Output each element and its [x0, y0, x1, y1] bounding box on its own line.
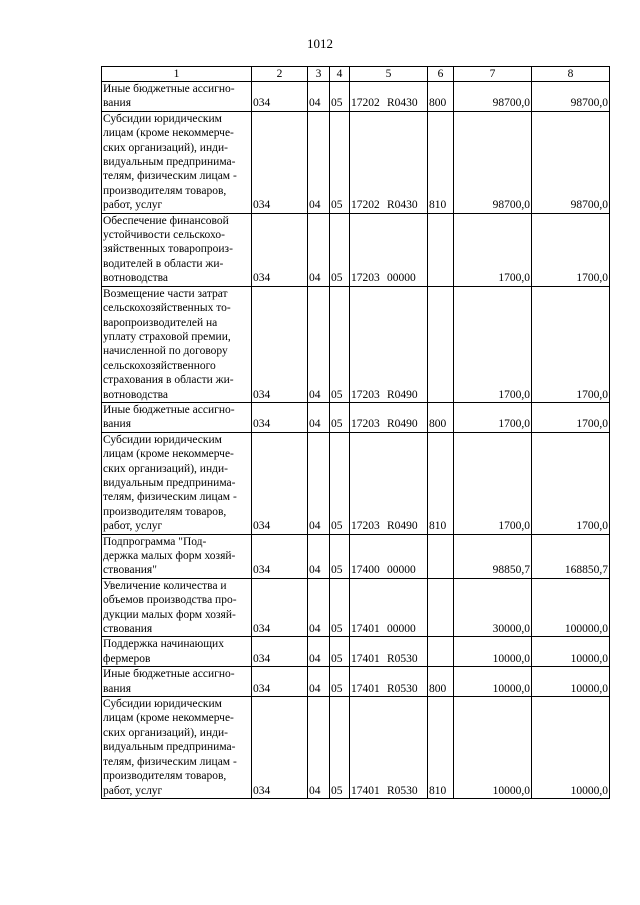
- row-description: Поддержка начинающих фермеров: [102, 637, 252, 667]
- target-article-direction: R0490: [387, 418, 418, 431]
- table-row: [102, 402, 610, 432]
- row-description: Подпрограмма "Под- держка малых форм хозяй- ствования": [102, 534, 252, 578]
- target-article-program: 17400: [351, 564, 380, 577]
- row-description: Субсидии юридическим лицам (кроме некоммерче- ских организаций), инди- видуальным предпринима- телям, физическим лицам - производителям товаров, работ, услуг: [102, 697, 252, 799]
- subsection-code: 05: [330, 286, 350, 402]
- expense-type-code: [428, 534, 454, 578]
- header-cell: 6: [428, 67, 454, 82]
- amount-col7: 98850,7: [454, 534, 532, 578]
- ministry-code: 034: [252, 402, 308, 432]
- section-code: 04: [308, 667, 330, 697]
- section-code: 04: [308, 578, 330, 637]
- target-article-code: [350, 213, 428, 286]
- target-article-direction: R0530: [387, 784, 418, 797]
- amount-col7: 10000,0: [454, 667, 532, 697]
- ministry-code: 034: [252, 213, 308, 286]
- row-description: Иные бюджетные ассигно- вания: [102, 667, 252, 697]
- subsection-code: 05: [330, 578, 350, 637]
- subsection-code: 05: [330, 534, 350, 578]
- subsection-code: 05: [330, 82, 350, 112]
- target-article-direction: 00000: [387, 272, 416, 285]
- expense-type-code: [428, 213, 454, 286]
- target-article-code: [350, 286, 428, 402]
- amount-col8: 98700,0: [532, 111, 610, 213]
- section-code: 04: [308, 637, 330, 667]
- subsection-code: 05: [330, 213, 350, 286]
- budget-table: [101, 66, 610, 799]
- subsection-code: 05: [330, 111, 350, 213]
- ministry-code: 034: [252, 111, 308, 213]
- table-row: [102, 637, 610, 667]
- amount-col7: 1700,0: [454, 213, 532, 286]
- target-article-direction: R0490: [387, 520, 418, 533]
- target-article-program: 17203: [351, 520, 380, 533]
- target-article-direction: 00000: [387, 623, 416, 636]
- amount-col8: 1700,0: [532, 402, 610, 432]
- expense-type-code: [428, 637, 454, 667]
- row-description: Иные бюджетные ассигно- вания: [102, 82, 252, 112]
- table-row: [102, 213, 610, 286]
- target-article-code: [350, 534, 428, 578]
- target-article-code: [350, 697, 428, 799]
- amount-col7: 1700,0: [454, 286, 532, 402]
- header-cell: 7: [454, 67, 532, 82]
- section-code: 04: [308, 534, 330, 578]
- amount-col8: 98700,0: [532, 82, 610, 112]
- section-code: 04: [308, 286, 330, 402]
- row-description: Возмещение части затрат сельскохозяйственных то- варопроизводителей на уплату страховой премии, начисленной по договору сельскохозяйственного страхования в области жи- вотноводства: [102, 286, 252, 402]
- expense-type-code: 800: [428, 667, 454, 697]
- header-cell: 3: [308, 67, 330, 82]
- amount-col8: 1700,0: [532, 213, 610, 286]
- section-code: 04: [308, 111, 330, 213]
- section-code: 04: [308, 82, 330, 112]
- header-cell: 2: [252, 67, 308, 82]
- amount-col7: 1700,0: [454, 432, 532, 534]
- ministry-code: 034: [252, 697, 308, 799]
- expense-type-code: 810: [428, 432, 454, 534]
- amount-col7: 1700,0: [454, 402, 532, 432]
- expense-type-code: 800: [428, 402, 454, 432]
- target-article-code: [350, 82, 428, 112]
- row-description: Субсидии юридическим лицам (кроме некоммерче- ских организаций), инди- видуальным предпринима- телям, физическим лицам - производителям товаров, работ, услуг: [102, 432, 252, 534]
- target-article-program: 17401: [351, 682, 380, 695]
- target-article-program: 17202: [351, 97, 380, 110]
- amount-col8: 1700,0: [532, 432, 610, 534]
- header-cell: 8: [532, 67, 610, 82]
- ministry-code: 034: [252, 432, 308, 534]
- amount-col7: 10000,0: [454, 637, 532, 667]
- ministry-code: 034: [252, 534, 308, 578]
- ministry-code: 034: [252, 578, 308, 637]
- expense-type-code: 810: [428, 111, 454, 213]
- amount-col8: 10000,0: [532, 697, 610, 799]
- section-code: 04: [308, 213, 330, 286]
- table-row: [102, 82, 610, 112]
- amount-col8: 10000,0: [532, 667, 610, 697]
- target-article-program: 17203: [351, 388, 380, 401]
- subsection-code: 05: [330, 637, 350, 667]
- table-row: [102, 111, 610, 213]
- page-number: 1012: [307, 36, 333, 51]
- amount-col7: 98700,0: [454, 111, 532, 213]
- table-row: [102, 697, 610, 799]
- table-row: [102, 667, 610, 697]
- table-row: [102, 432, 610, 534]
- target-article-direction: R0530: [387, 652, 418, 665]
- row-description: Обеспечение финансовой устойчивости сельскохо- зяйственных товаропроиз- водителей в области жи- вотноводства: [102, 213, 252, 286]
- target-article-program: 17401: [351, 623, 380, 636]
- expense-type-code: [428, 578, 454, 637]
- target-article-direction: R0490: [387, 388, 418, 401]
- target-article-program: 17401: [351, 652, 380, 665]
- section-code: 04: [308, 697, 330, 799]
- amount-col7: 98700,0: [454, 82, 532, 112]
- target-article-program: 17202: [351, 199, 380, 212]
- amount-col7: 30000,0: [454, 578, 532, 637]
- target-article-program: 17203: [351, 418, 380, 431]
- subsection-code: 05: [330, 697, 350, 799]
- subsection-code: 05: [330, 667, 350, 697]
- table-row: [102, 286, 610, 402]
- row-description: Иные бюджетные ассигно- вания: [102, 402, 252, 432]
- header-cell: 1: [102, 67, 252, 82]
- target-article-program: 17203: [351, 272, 380, 285]
- table-row: [102, 534, 610, 578]
- expense-type-code: [428, 286, 454, 402]
- expense-type-code: 810: [428, 697, 454, 799]
- ministry-code: 034: [252, 286, 308, 402]
- expense-type-code: 800: [428, 82, 454, 112]
- target-article-code: [350, 432, 428, 534]
- amount-col8: 1700,0: [532, 286, 610, 402]
- row-description: Субсидии юридическим лицам (кроме некоммерче- ских организаций), инди- видуальным предпринима- телям, физическим лицам - производителям товаров, работ, услуг: [102, 111, 252, 213]
- ministry-code: 034: [252, 667, 308, 697]
- target-article-direction: 00000: [387, 564, 416, 577]
- section-code: 04: [308, 402, 330, 432]
- amount-col8: 10000,0: [532, 637, 610, 667]
- target-article-code: [350, 667, 428, 697]
- target-article-direction: R0530: [387, 682, 418, 695]
- subsection-code: 05: [330, 402, 350, 432]
- target-article-direction: R0430: [387, 199, 418, 212]
- subsection-code: 05: [330, 432, 350, 534]
- section-code: 04: [308, 432, 330, 534]
- ministry-code: 034: [252, 637, 308, 667]
- target-article-code: [350, 637, 428, 667]
- header-cell: 5: [350, 67, 428, 82]
- table-row: [102, 578, 610, 637]
- amount-col8: 100000,0: [532, 578, 610, 637]
- target-article-code: [350, 578, 428, 637]
- row-description: Увеличение количества и объемов производства про- дукции малых форм хозяй- ствования: [102, 578, 252, 637]
- header-cell: 4: [330, 67, 350, 82]
- header-row: [102, 67, 610, 82]
- amount-col8: 168850,7: [532, 534, 610, 578]
- target-article-program: 17401: [351, 784, 380, 797]
- target-article-code: [350, 402, 428, 432]
- amount-col7: 10000,0: [454, 697, 532, 799]
- target-article-code: [350, 111, 428, 213]
- target-article-direction: R0430: [387, 97, 418, 110]
- ministry-code: 034: [252, 82, 308, 112]
